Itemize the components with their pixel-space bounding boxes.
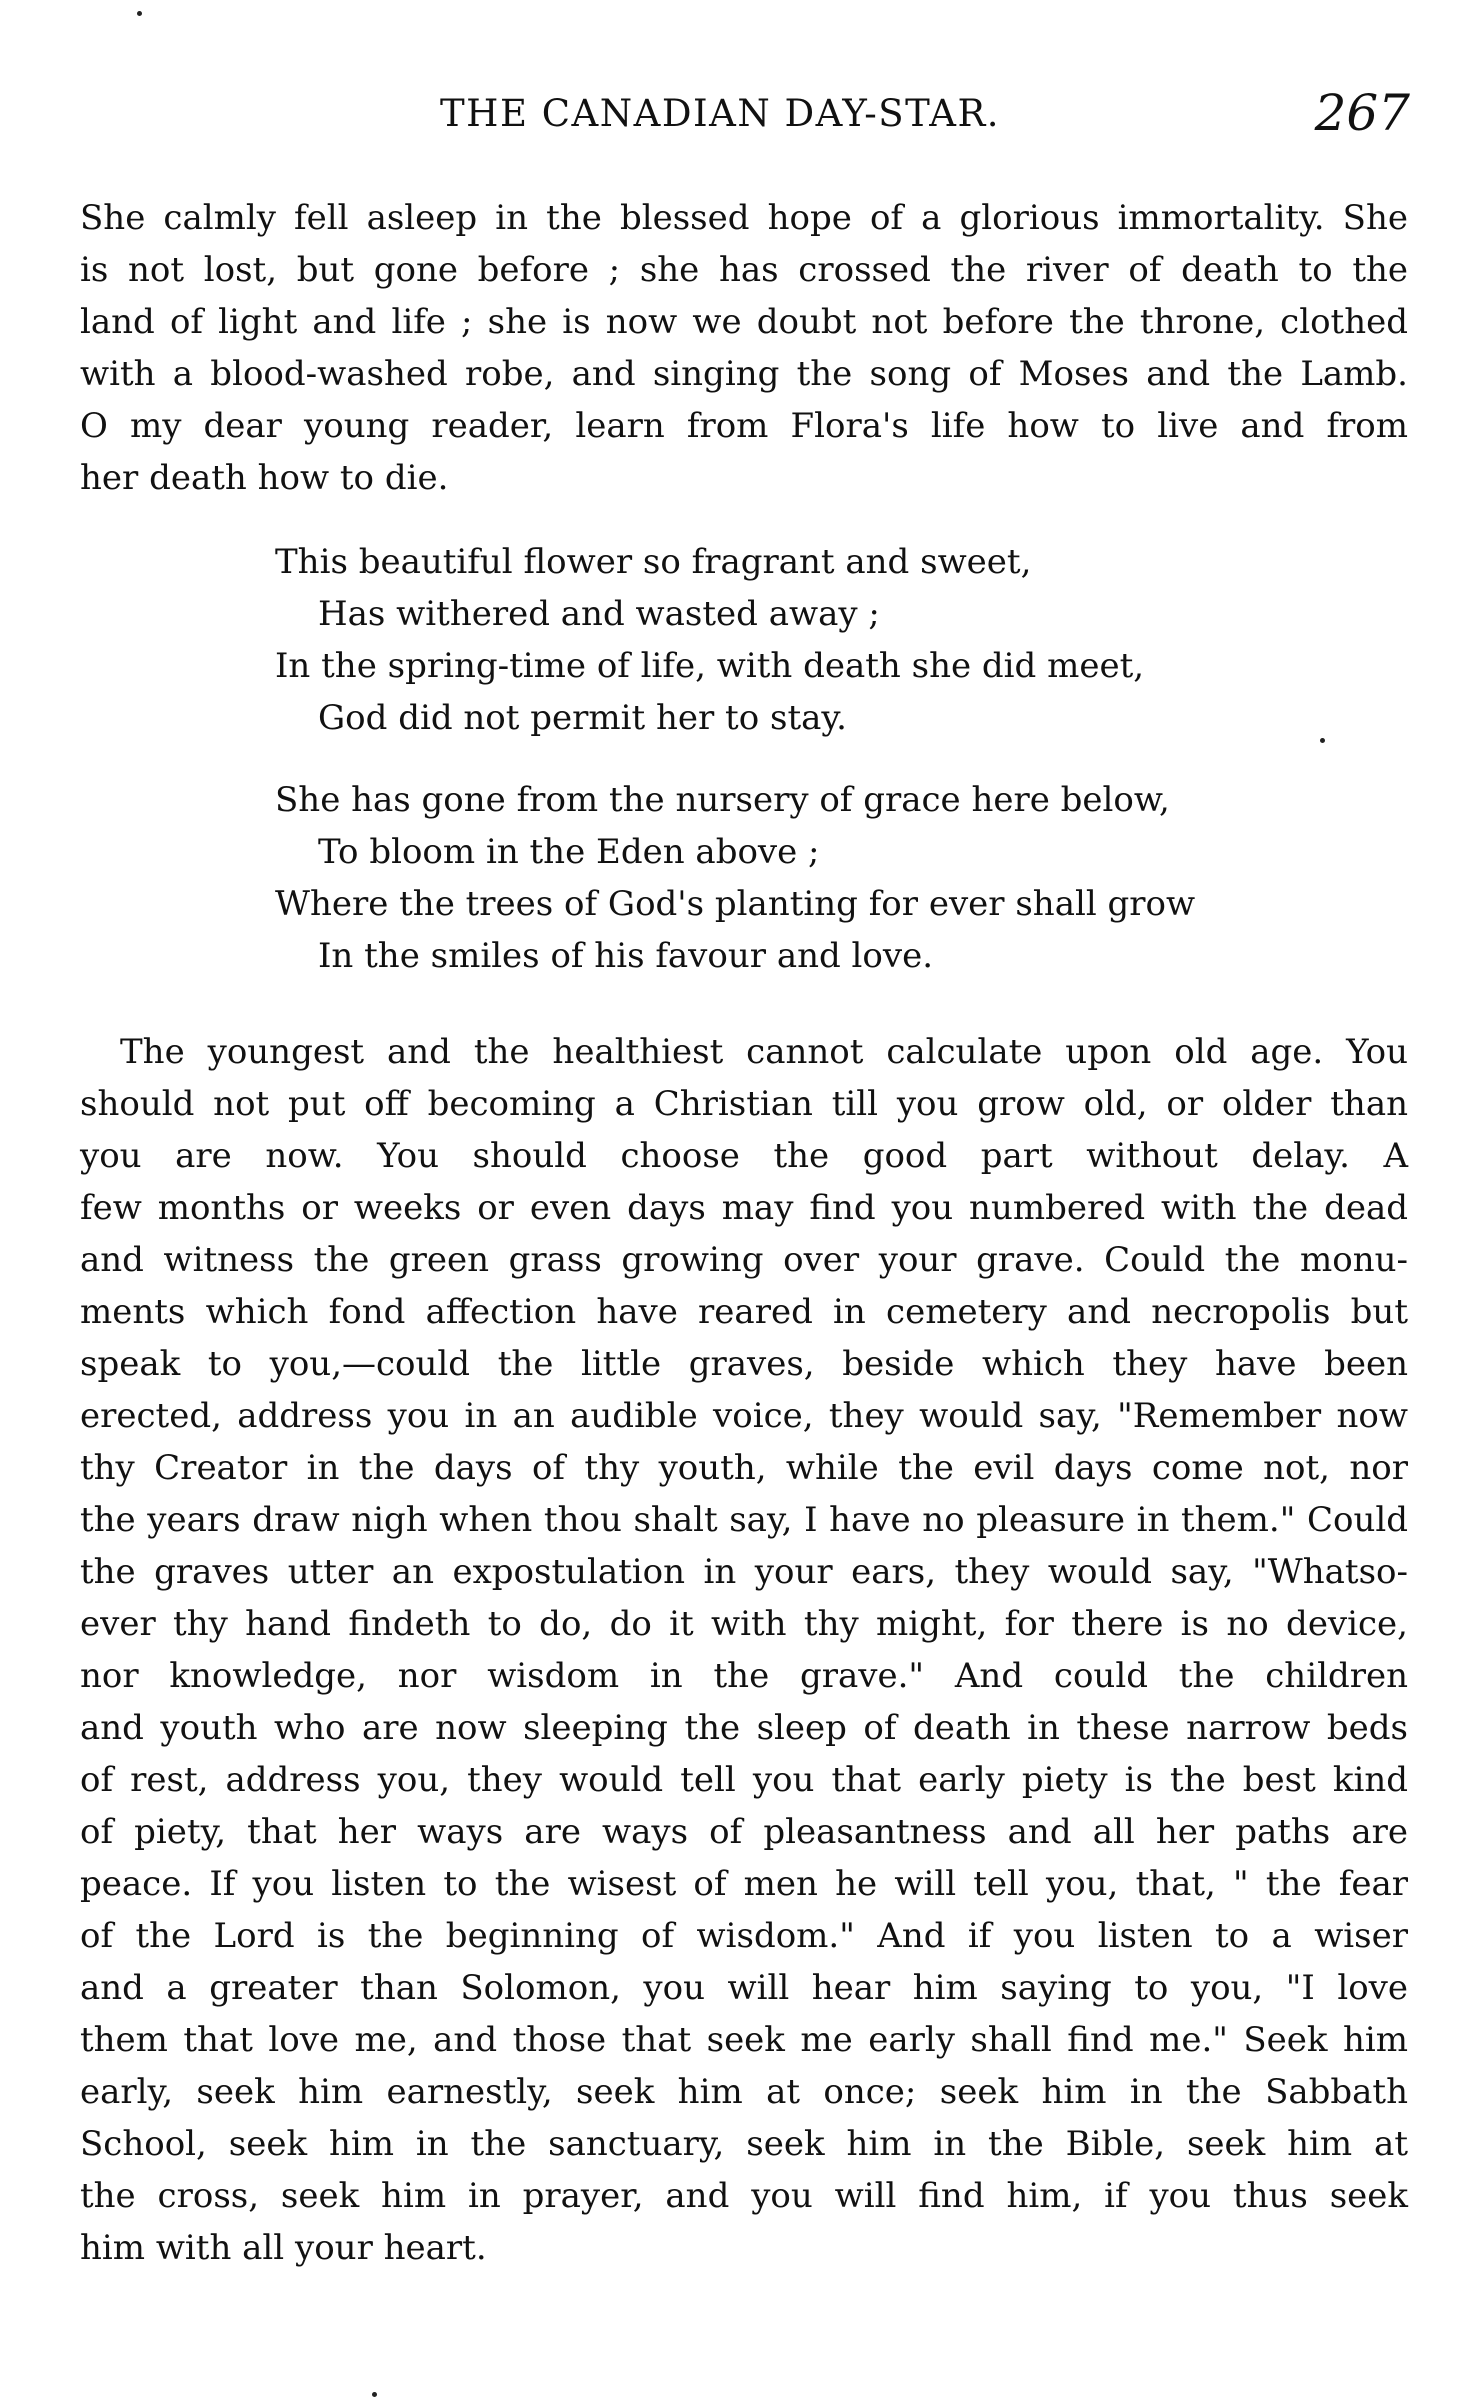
paragraph-1-line: O my dear young reader, learn from Flora's life how to live and from [80,406,1408,446]
paragraph-1-line: land of light and life ; she is now we doubt not before the throne, clothed [80,302,1408,342]
page-number: 267 [1314,84,1410,142]
paragraph-1-line: is not lost, but gone before ; she has crossed the river of death to the [80,250,1408,290]
paragraph-2-line: and youth who are now sleeping the sleep of death in these narrow beds [80,1708,1408,1748]
paragraph-2-line: the years draw nigh when thou shalt say, I have no pleasure in them." Could [80,1500,1408,1540]
paragraph-2-line: them that love me, and those that seek me early shall find me." Seek him [80,2020,1408,2060]
paragraph-2-line: him with all your heart. [80,2228,487,2268]
paragraph-1-line: her death how to die. [80,458,449,498]
paragraph-2-line: erected, address you in an audible voice, they would say, "Remember now [80,1396,1408,1436]
paragraph-2-line: few months or weeks or even days may find you numbered with the dead [80,1188,1408,1228]
paragraph-2-line: thy Creator in the days of thy youth, while the evil days come not, nor [80,1448,1408,1488]
paragraph-2-line: speak to you,—could the little graves, beside which they have been [80,1344,1408,1384]
poem-line: In the smiles of his favour and love. [318,936,934,976]
paragraph-2-line: the cross, seek him in prayer, and you will find him, if you thus seek [80,2176,1408,2216]
paragraph-1-line: She calmly fell asleep in the blessed hope of a glorious immortality. She [80,198,1408,238]
paragraph-2-line: School, seek him in the sanctuary, seek him in the Bible, seek him at [80,2124,1408,2164]
paragraph-2-line: of rest, address you, they would tell you that early piety is the best kind [80,1760,1408,1800]
paragraph-1-line: with a blood-washed robe, and singing the song of Moses and the Lamb. [80,354,1408,394]
paragraph-2-line: The youngest and the healthiest cannot calculate upon old age. You [120,1032,1408,1072]
paragraph-2-line: ments which fond affection have reared in cemetery and necropolis but [80,1292,1408,1332]
paragraph-2-line: early, seek him earnestly, seek him at once; seek him in the Sabbath [80,2072,1408,2112]
paragraph-2-line: should not put off becoming a Christian till you grow old, or older than [80,1084,1408,1124]
paragraph-2-line: and a greater than Solomon, you will hear him saying to you, "I love [80,1968,1408,2008]
running-title: THE CANADIAN DAY-STAR. [440,92,1001,135]
paragraph-2-line: and witness the green grass growing over your grave. Could the monu- [80,1240,1408,1280]
poem-line: This beautiful flower so fragrant and sweet, [275,542,1032,582]
paragraph-2-line: the graves utter an expostulation in your ears, they would say, "Whatso- [80,1552,1408,1592]
paragraph-2-line: ever thy hand findeth to do, do it with thy might, for there is no device, [80,1604,1408,1644]
poem-line: In the spring-time of life, with death she did meet, [275,646,1145,686]
poem-line: Where the trees of God's planting for ever shall grow [275,884,1196,924]
paragraph-2-line: you are now. You should choose the good part without delay. A [80,1136,1408,1176]
paragraph-2-line: of piety, that her ways are ways of pleasantness and all her paths are [80,1812,1408,1852]
poem-line: Has withered and wasted away ; [318,594,880,634]
paragraph-2-line: nor knowledge, nor wisdom in the grave." And could the children [80,1656,1408,1696]
poem-line: She has gone from the nursery of grace here below, [275,780,1170,820]
paragraph-2-line: peace. If you listen to the wisest of men he will tell you, that, " the fear [80,1864,1408,1904]
poem-line: To bloom in the Eden above ; [318,832,820,872]
paragraph-2-line: of the Lord is the beginning of wisdom." And if you listen to a wiser [80,1916,1408,1956]
poem-line: God did not permit her to stay. [318,698,847,738]
